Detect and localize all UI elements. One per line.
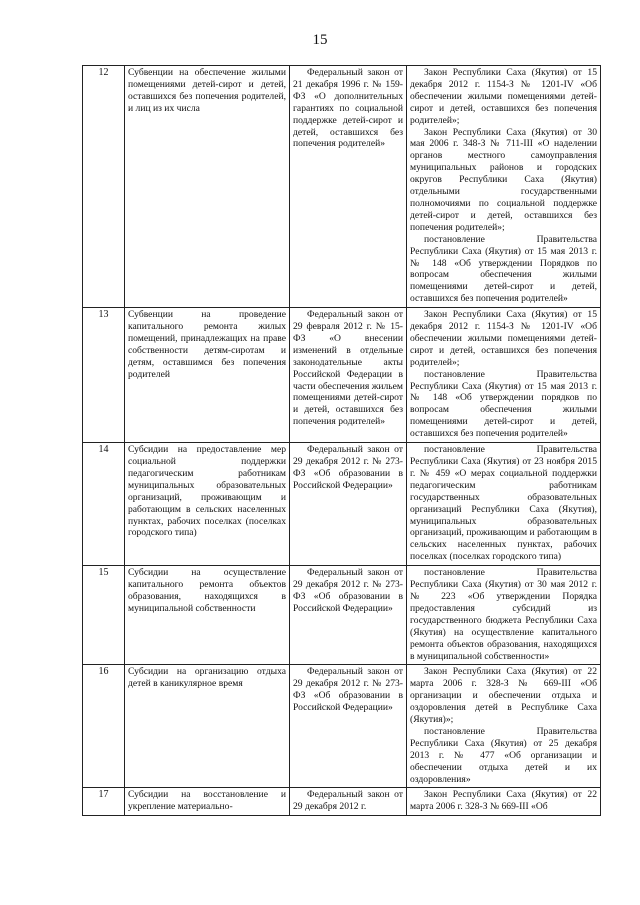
row-number: 14 bbox=[83, 443, 125, 566]
federal-law bbox=[290, 443, 407, 566]
row-number: 12 bbox=[83, 66, 125, 308]
regional-act: постановление Правительства Республики Саха (Якутия) от 30 мая 2012 г. № 223 «Об утверждении Порядка предоставления субсидий из государственного бюджета Республики Саха (Якутия) на осуществление капитального ремонта объектов образования, находящихся в муниципальной собственности» bbox=[410, 567, 597, 662]
federal-law bbox=[290, 308, 407, 443]
table-row bbox=[83, 443, 601, 566]
federal-law-text: Федеральный закон от 29 декабря 2012 г. № 273-ФЗ «Об образовании в Российской Федерации» bbox=[293, 567, 403, 614]
subsidy-description: Субсидии на восстановление и укрепление материально- bbox=[125, 788, 290, 816]
regional-act: постановление Правительства Республики Саха (Якутия) от 15 мая 2013 г. № 148 «Об утверждении порядков по вопросам обеспечения жилыми помещениями детей-сирот и детей, оставшихся без попечения родителей» bbox=[410, 368, 597, 440]
federal-law-text: Федеральный закон от 29 декабря 2012 г. № 273-ФЗ «Об образовании в Российской Федерации» bbox=[293, 666, 403, 714]
subsidy-description: Субвенции на проведение капитального ремонта жилых помещений, принадлежащих на праве собственности детям-сиротам и детям, оставшимся без попечения родителей bbox=[125, 308, 290, 443]
row-number: 16 bbox=[83, 665, 125, 788]
federal-law-text: Федеральный закон от 29 декабря 2012 г. № 273-ФЗ «Об образовании в Российской Федерации» bbox=[293, 444, 403, 491]
page-number: 15 bbox=[312, 32, 328, 48]
subsidy-description: Субсидии на предоставление мер социальной поддержки педагогическим работникам муниципальных образовательных организаций, проживающим и работающим в сельских населенных пунктах, рабочих поселках (поселках городского типа) bbox=[125, 443, 290, 566]
row-number: 13 bbox=[83, 308, 125, 443]
table-row bbox=[83, 665, 601, 788]
regional-acts bbox=[407, 566, 601, 665]
regional-acts bbox=[407, 443, 601, 566]
regional-act: постановление Правительства Республики Саха (Якутия) от 15 мая 2013 г. № 148 «Об утверждении Порядков по вопросам обеспечения жилыми помещениями детей-сирот и детей, оставшихся без попечения родителей» bbox=[410, 233, 597, 305]
table-row bbox=[83, 788, 601, 816]
regional-acts bbox=[407, 66, 601, 308]
row-number: 17 bbox=[83, 788, 125, 816]
table-row bbox=[83, 308, 601, 443]
regional-acts bbox=[407, 788, 601, 816]
federal-law bbox=[290, 788, 407, 816]
federal-law-text: Федеральный закон от 29 декабря 2012 г. bbox=[293, 789, 403, 813]
regional-act: постановление Правительства Республики Саха (Якутия) от 25 декабря 2013 г. № 477 «Об организации и обеспечении отдыха детей и их оздоровления» bbox=[410, 725, 597, 785]
table-row bbox=[83, 566, 601, 665]
federal-law bbox=[290, 66, 407, 308]
regional-acts bbox=[407, 308, 601, 443]
subsidy-description: Субсидии на организацию отдыха детей в каникулярное время bbox=[125, 665, 290, 788]
federal-law-text: Федеральный закон от 21 декабря 1996 г. № 159-ФЗ «О дополнительных гарантиях по социальной поддержке детей-сирот и детей, оставшихся без попечения родителей» bbox=[293, 67, 403, 150]
regional-act: Закон Республики Саха (Якутия) от 15 декабря 2012 г. 1154-З № 1201-IV «Об обеспечении жилыми помещениями детей-сирот и детей, оставшихся без попечения родителей»; bbox=[410, 67, 597, 126]
subsidy-description: Субвенции на обеспечение жилыми помещениями детей-сирот и детей, оставшихся без попечения родителей, и лиц из их числа bbox=[125, 66, 290, 308]
subsidy-description: Субсидии на осуществление капитального ремонта объектов образования, находящихся в муниципальной собственности bbox=[125, 566, 290, 665]
regional-acts bbox=[407, 665, 601, 788]
regional-act: Закон Республики Саха (Якутия) от 22 марта 2006 г. 328-З № 669-III «Об bbox=[410, 789, 597, 813]
regional-act: Закон Республики Саха (Якутия) от 15 декабря 2012 г. 1154-З № 1201-IV «Об обеспечении жилыми помещениями детей-сирот и детей, оставшихся без попечения родителей»; bbox=[410, 309, 597, 368]
table-row bbox=[83, 66, 601, 308]
regional-act: постановление Правительства Республики Саха (Якутия) от 23 ноября 2015 г. № 459 «О мерах социальной поддержки педагогическим работникам государственных образовательных организаций Республики Саха (Якутия), муниципальных образовательных организаций, проживающим и работающим в сельских населенных пунктах, рабочих поселках (поселках городского типа) bbox=[410, 444, 597, 563]
federal-law bbox=[290, 665, 407, 788]
federal-law-text: Федеральный закон от 29 февраля 2012 г. № 15-ФЗ «О внесении изменений в отдельные законодательные акты Российской Федерации в части обеспечения жильем помещениями детей-сирот и детей, оставшихся без попечения родителей» bbox=[293, 309, 403, 428]
regional-act: Закон Республики Саха (Якутия) от 30 мая 2006 г. 348-З № 711-III «О наделении органов местного самоуправления муниципальных районов и городских округов Республики Саха (Якутия) отдельными государственными полномочиями по социальной поддержке детей-сирот и детей, оставшихся без попечения родителей»; bbox=[410, 126, 597, 233]
row-number: 15 bbox=[83, 566, 125, 665]
legal-acts-table bbox=[82, 65, 601, 816]
federal-law bbox=[290, 566, 407, 665]
regional-act: Закон Республики Саха (Якутия) от 22 марта 2006 г. 328-З № 669-III «Об организации и обеспечении отдыха и оздоровления детей в Республике Саха (Якутия)»; bbox=[410, 666, 597, 726]
